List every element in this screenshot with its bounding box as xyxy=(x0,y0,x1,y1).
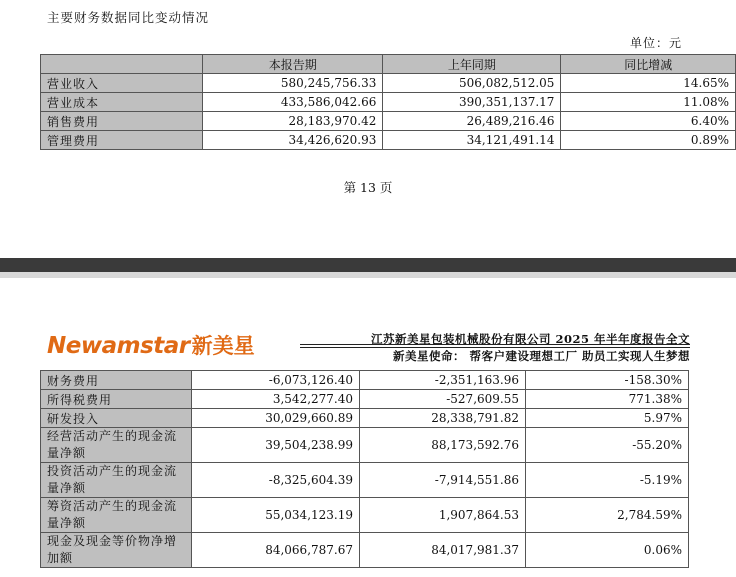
table-row xyxy=(41,428,689,463)
financial-table-top xyxy=(40,54,736,150)
prior-period-value: 390,351,137.17 xyxy=(383,93,561,112)
row-label: 筹资活动产生的现金流量净额 xyxy=(41,498,192,533)
financial-table-bottom xyxy=(40,370,689,568)
current-period-value: 30,029,660.89 xyxy=(192,409,360,428)
yoy-change-value: 5.97% xyxy=(526,409,689,428)
yoy-change-value: 771.38% xyxy=(526,390,689,409)
current-period-value: 3,542,277.40 xyxy=(192,390,360,409)
table-row xyxy=(41,409,689,428)
prior-period-value: -527,609.55 xyxy=(360,390,526,409)
prior-period-value: 84,017,981.37 xyxy=(360,533,526,568)
prior-period-value: -2,351,163.96 xyxy=(360,371,526,390)
table-row xyxy=(41,533,689,568)
current-period-value: 84,066,787.67 xyxy=(192,533,360,568)
table-row xyxy=(41,131,736,150)
yoy-change-value: 14.65% xyxy=(561,74,736,93)
table-row xyxy=(41,498,689,533)
prior-period-value: 34,121,491.14 xyxy=(383,131,561,150)
report-title: 江苏新美星包装机械股份有限公司 2025 年半年度报告全文 xyxy=(370,332,690,346)
header-yoy-change: 同比增减 xyxy=(561,55,736,74)
current-period-value: 34,426,620.93 xyxy=(203,131,383,150)
row-label: 销售费用 xyxy=(41,112,203,131)
prior-period-value: 26,489,216.46 xyxy=(383,112,561,131)
table-row xyxy=(41,463,689,498)
yoy-change-value: 11.08% xyxy=(561,93,736,112)
yoy-change-value: 0.06% xyxy=(526,533,689,568)
page-number: 第 13 页 xyxy=(343,180,393,195)
yoy-change-value: 2,784.59% xyxy=(526,498,689,533)
table-row xyxy=(41,74,736,93)
company-mission: 新美星使命： 帮客户建设理想工厂 助员工实现人生梦想 xyxy=(392,349,690,363)
logo-text-en: Newamstar xyxy=(47,333,190,359)
table-row xyxy=(41,390,689,409)
header-current-period: 本报告期 xyxy=(203,55,383,74)
report-page-13 xyxy=(0,0,736,258)
header-blank xyxy=(41,55,203,74)
company-logo xyxy=(47,330,255,360)
prior-period-value: 1,907,864.53 xyxy=(360,498,526,533)
table-row xyxy=(41,371,689,390)
prior-period-value: 506,082,512.05 xyxy=(383,74,561,93)
page-separator xyxy=(0,258,736,272)
row-label: 财务费用 xyxy=(41,371,192,390)
header-prior-period: 上年同期 xyxy=(383,55,561,74)
section-title: 主要财务数据同比变动情况 xyxy=(47,10,210,25)
yoy-change-value: 0.89% xyxy=(561,131,736,150)
current-period-value: 39,504,238.99 xyxy=(192,428,360,463)
row-label: 营业收入 xyxy=(41,74,203,93)
unit-label: 单位：元 xyxy=(630,36,683,50)
prior-period-value: -7,914,551.86 xyxy=(360,463,526,498)
table-row xyxy=(41,93,736,112)
current-period-value: 55,034,123.19 xyxy=(192,498,360,533)
current-period-value: -6,073,126.40 xyxy=(192,371,360,390)
prior-period-value: 88,173,592.76 xyxy=(360,428,526,463)
current-period-value: 28,183,970.42 xyxy=(203,112,383,131)
row-label: 管理费用 xyxy=(41,131,203,150)
table-header-row xyxy=(41,55,736,74)
logo-text-cn: 新美星 xyxy=(191,334,255,358)
header-rule xyxy=(300,344,690,345)
yoy-change-value: -158.30% xyxy=(526,371,689,390)
prior-period-value: 28,338,791.82 xyxy=(360,409,526,428)
yoy-change-value: -55.20% xyxy=(526,428,689,463)
report-page-14 xyxy=(0,278,736,577)
current-period-value: -8,325,604.39 xyxy=(192,463,360,498)
row-label: 所得税费用 xyxy=(41,390,192,409)
row-label: 投资活动产生的现金流量净额 xyxy=(41,463,192,498)
table-row xyxy=(41,112,736,131)
current-period-value: 580,245,756.33 xyxy=(203,74,383,93)
row-label: 现金及现金等价物净增加额 xyxy=(41,533,192,568)
row-label: 研发投入 xyxy=(41,409,192,428)
current-period-value: 433,586,042.66 xyxy=(203,93,383,112)
yoy-change-value: 6.40% xyxy=(561,112,736,131)
row-label: 经营活动产生的现金流量净额 xyxy=(41,428,192,463)
yoy-change-value: -5.19% xyxy=(526,463,689,498)
row-label: 营业成本 xyxy=(41,93,203,112)
